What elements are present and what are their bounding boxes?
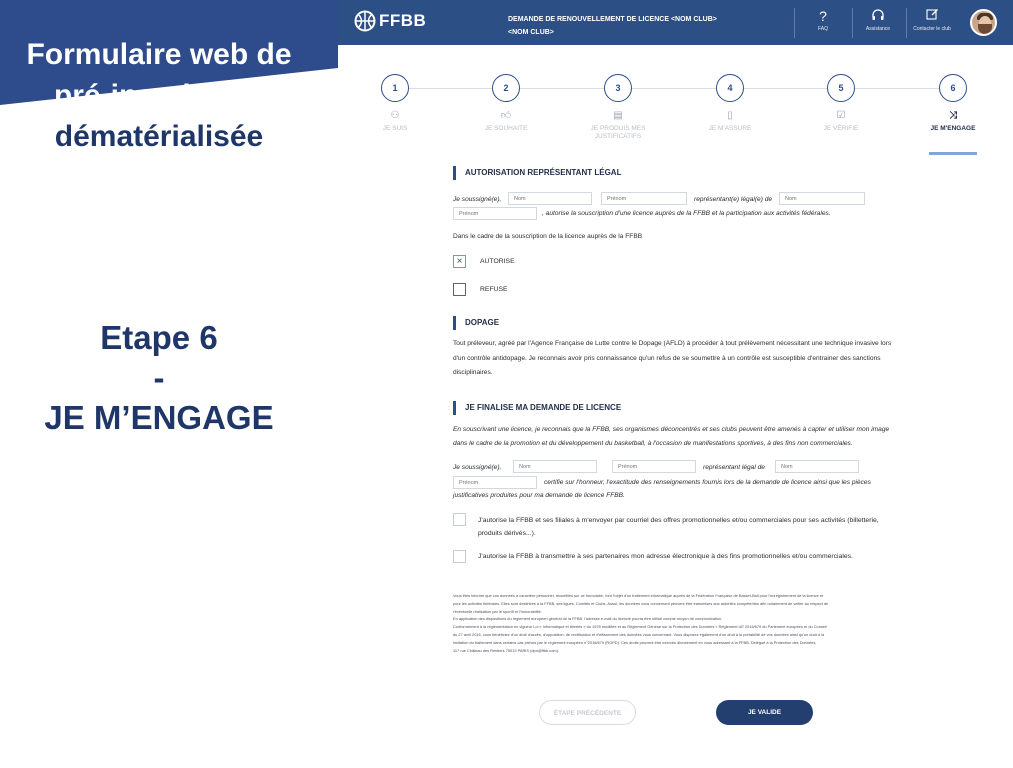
contact-club-button[interactable] [907, 8, 957, 32]
refuse-checkbox[interactable] [453, 283, 466, 296]
soussigne-label: Je soussigné(e), [453, 196, 502, 203]
dopage-text: Tout préleveur, agréé par l'Agence Française de Lutte contre le Dopage (AFLD) à procéder à tout prélèvement nécessitant une technique invasive lors d'un contrôle antidopage. Je reconnais avoir pris connaissance qu'un refus de se soumettre à un contrôle est susceptible d'entrainer des sanctions disciplinaires. [453, 340, 892, 376]
contact-club-label: Contacter le club [913, 26, 951, 32]
book-icon: ▯ [727, 110, 733, 121]
app-window [338, 0, 1013, 768]
topbar-separator [794, 8, 795, 38]
step-label: JE M'ENGAGE [930, 125, 976, 132]
banner-title-line2: pré-inscription [53, 79, 264, 112]
representant-label: représentant(e) légal(e) de [694, 196, 773, 203]
step-2[interactable] [461, 74, 551, 133]
legal-notice [453, 592, 905, 654]
legal-line: Conformément à la réglementation en vigueur Loi « Informatique et libertés » du 1978 modifiée et au Règlement Général sur la Protection des Données « Règlement UE 2016/679 du Parlement européen et du Conseil [453, 624, 827, 630]
representant-legal-label: représentant légal de [703, 464, 765, 471]
request-title-line2: <NOM CLUB> [508, 29, 554, 36]
slide-banner-title [0, 34, 318, 150]
autorise-label: AUTORISE [480, 258, 515, 265]
ffbb-logo[interactable] [354, 10, 426, 32]
banner-title-line3: dématérialisée [54, 120, 264, 150]
top-navigation-bar [338, 0, 1013, 45]
enfant-prenom-input-2[interactable] [453, 476, 537, 489]
offres-label: J'autorise la FFBB et ses filiales à m'envoyer par courriel des offres promotionnelles et/ou commerciales pour ses activités (billetterie, produits dérivés...). [478, 517, 879, 537]
legal-line: En application des dispositions du règlement européen général de la FFBB, l'adresse e-mail du licencié pourra être utilisé comme moyen de communication. [453, 616, 723, 622]
nom-input[interactable] [508, 192, 592, 205]
legal-line: limitation du traitement dans certains cas prévus par le règlement européen n°2016/679 (RGPD). Ces droits peuvent être exercés directement en vous adressant à la FFBB, Délégué à la Protection des Données, [453, 639, 817, 645]
headset-icon [853, 8, 903, 26]
previous-step-button[interactable]: ÉTAPE PRÉCÉDENTE [539, 700, 636, 725]
step-1[interactable] [350, 74, 440, 133]
step-number: 4 [716, 74, 744, 102]
step-label: JE VÉRIFIE [823, 125, 859, 132]
enfant-nom-input-2[interactable] [775, 460, 859, 473]
progress-stepper [338, 60, 1013, 160]
step-label: JE M'ASSURE [708, 125, 752, 132]
thumbs-up-icon: 👍︎ [500, 110, 512, 121]
user-avatar[interactable] [970, 9, 997, 36]
validate-button[interactable]: JE VALIDE [716, 700, 813, 725]
step-number: 3 [604, 74, 632, 102]
prenom-input[interactable] [601, 192, 687, 205]
step-4[interactable] [685, 74, 775, 133]
step-5[interactable] [796, 74, 886, 133]
step-number: 5 [827, 74, 855, 102]
partenaires-checkbox[interactable] [453, 550, 466, 563]
faq-button[interactable] [798, 8, 848, 32]
offres-checkbox[interactable] [453, 513, 466, 526]
prenom-input-2[interactable] [612, 460, 696, 473]
document-icon: ▤ [613, 110, 623, 121]
edit-icon [907, 8, 957, 26]
slide-left-panel [0, 0, 338, 768]
legal-line: l'éventuelle réalisation par le sportif et l'honorabilité. [453, 608, 542, 614]
slide-banner [0, 0, 338, 150]
question-icon: ? [819, 8, 827, 24]
autorise-souscription-text: , autorise la souscription d'une licence auprès de la FFBB et la participation aux activités fédérales. [542, 210, 831, 217]
step-6[interactable] [908, 74, 998, 133]
person-add-icon: ⚇ [390, 110, 400, 121]
autorise-checkbox[interactable]: × [453, 255, 466, 268]
step-label: JE PRODUIS MES JUSTIFICATIFS [590, 125, 646, 140]
step-number: 2 [492, 74, 520, 102]
section-title-finalise: JE FINALISE MA DEMANDE DE LICENCE [453, 401, 621, 415]
request-title-line1: DEMANDE DE RENOUVELLEMENT DE LICENCE <NOM CLUB> [508, 16, 717, 23]
faq-label: FAQ [817, 26, 828, 32]
refuse-label: REFUSE [480, 286, 508, 293]
checklist-icon: ☑ [836, 110, 846, 121]
step-label: JE SUIS [382, 125, 408, 132]
section-title-dopage: DOPAGE [453, 316, 499, 330]
legal-line: 117 rue Château des Rentiers 75013 PARIS (dpo@ffbb.com). [453, 647, 560, 653]
legal-line: Vous êtes informé que vos données à caractère personnel, recueillies sur ce formulaire, font l'objet d'un traitement informatique auprès de la Fédération Française de Basket-Ball pour l'enregistrement de la licence et [453, 593, 824, 598]
shuffle-icon: ⤨ [949, 110, 957, 121]
assistance-button[interactable] [853, 8, 903, 32]
step-number: 1 [381, 74, 409, 102]
step-label: JE SOUHAITE [484, 125, 528, 132]
partenaires-label: J'autorise la FFBB à transmettre à ses partenaires mon adresse électronique à des fins promotionnelles et/ou commerciales. [478, 553, 853, 560]
section-title-autorisation: AUTORISATION REPRÉSENTANT LÉGAL [453, 166, 621, 180]
slide-step-caption [0, 318, 318, 438]
active-step-underline [929, 152, 977, 155]
justificatives-text: justificatives produites pour ma demande de licence FFBB. [453, 492, 625, 499]
basketball-icon [354, 10, 376, 32]
certifie-text: certifie sur l'honneur, l'exactitude des renseignements fournis lors de la demande de licence ainsi que les pièces [544, 479, 871, 486]
step-caption-line3: JE M’ENGAGE [44, 399, 274, 436]
step-number: 6 [939, 74, 967, 102]
banner-title-line1: Formulaire web de [26, 38, 292, 71]
legal-line: pour les activités fédérales. Elles sont destinées à la FFBB, ses ligues, Comités et Clubs. Aussi, les données vous concernant peuvent être transmises aux autorités compétentes afin notamment de veiller au respect de [453, 600, 829, 606]
step-caption-line1: Etape 6 [100, 319, 218, 356]
enfant-prenom-input[interactable] [453, 207, 537, 220]
step-caption-line2: - [153, 359, 165, 396]
cadre-souscription-text: Dans le cadre de la souscription de la licence auprès de la FFBB [453, 233, 643, 240]
logo-text: FFBB [379, 11, 427, 30]
finalise-intro-text: En souscrivant une licence, je reconnais que la FFBB, ses organismes déconcentrés et ses clubs peuvent être amenés à capter et utiliser mon image dans le cadre de la promotion et du développement du basketball, à l'occasion de manifestations sportives, à des fins non commerciales. [453, 426, 890, 447]
nom-input-2[interactable] [513, 460, 597, 473]
request-title [508, 13, 717, 39]
assistance-label: Assistance [865, 26, 891, 32]
soussigne-label-2: Je soussigné(e), [453, 464, 502, 471]
enfant-nom-input[interactable] [779, 192, 865, 205]
step-3[interactable] [573, 74, 663, 141]
legal-line: du 27 avril 2016, vous bénéficiez d'un droit d'accès, d'opposition, de rectification et d'effacement des données vous concernant. Vous disposez également d'un droit à la portabilité de vos données ainsi qu'un droit à la [453, 631, 825, 637]
